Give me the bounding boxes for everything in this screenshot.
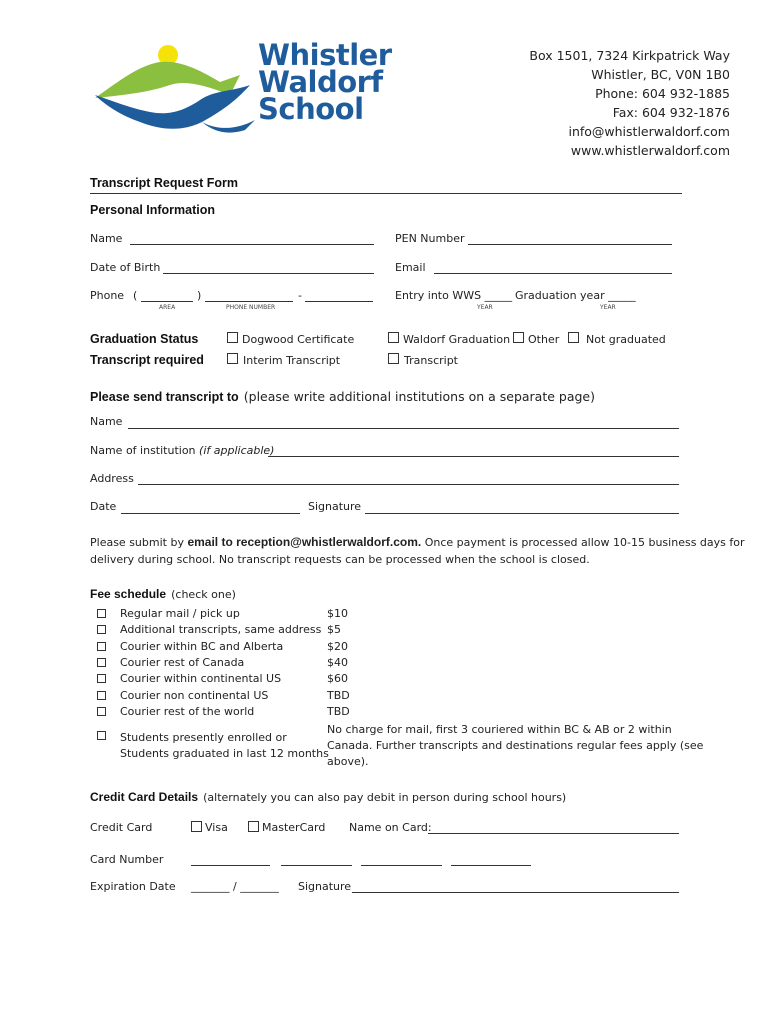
fee-checkbox[interactable] [97, 674, 106, 683]
transcript-label: Transcript [404, 354, 458, 367]
logo-line2: Waldorf [258, 65, 383, 99]
fee-price: $20 [327, 639, 348, 653]
mastercard-label: MasterCard [262, 821, 326, 834]
send-name-field[interactable] [128, 428, 679, 429]
personal-heading: Personal Information [90, 203, 216, 217]
name-field[interactable] [130, 244, 374, 245]
address-phone: Phone: 604 932-1885 [595, 86, 730, 101]
not-graduated-checkbox[interactable] [568, 332, 579, 343]
card-number-field-3[interactable] [361, 865, 442, 866]
send-signature-field[interactable] [365, 513, 679, 514]
card-number-field-4[interactable] [451, 865, 531, 866]
students-checkbox[interactable] [97, 731, 106, 740]
grad-year-label: Graduation year _____ [515, 289, 636, 302]
phone-number-field[interactable] [205, 301, 293, 302]
date-label: Date [90, 500, 117, 513]
address-web[interactable]: www.whistlerwaldorf.com [570, 143, 730, 158]
address-email[interactable]: info@whistlerwaldorf.com [568, 124, 730, 139]
name-label: Name [90, 232, 123, 245]
logo-line1: Whistler [258, 38, 392, 72]
date-field[interactable] [121, 513, 300, 514]
school-address [529, 46, 730, 160]
address-fax: Fax: 604 932-1876 [612, 105, 730, 120]
no-charge-line1: No charge for mail, first 3 couriered within BC & AB or 2 within [327, 723, 672, 736]
visa-label: Visa [205, 821, 228, 834]
fee-option-label: Courier rest of the world [120, 704, 255, 718]
logo-text [258, 38, 392, 126]
address-line1: Box 1501, 7324 Kirkpatrick Way [529, 48, 730, 63]
card-heading: Credit Card Details [90, 790, 199, 804]
fee-price: TBD [327, 688, 350, 702]
send-heading-row [90, 386, 595, 405]
send-signature-label: Signature [308, 500, 362, 513]
phone-number-caption: PHONE NUMBER [226, 304, 276, 311]
phone-dash: - [298, 289, 302, 302]
fee-option-label: Courier within BC and Alberta [120, 639, 284, 653]
fee-option-label: Courier within continental US [120, 672, 282, 686]
students-line1: Students presently enrolled or [120, 731, 287, 744]
dogwood-label: Dogwood Certificate [242, 333, 355, 346]
no-charge-line3: above). [327, 755, 369, 768]
expiration-field[interactable]: _______ / _______ [191, 880, 279, 893]
waldorf-label: Waldorf Graduation [403, 333, 511, 346]
institution-label: Name of institution [90, 444, 196, 457]
card-number-field-2[interactable] [281, 865, 352, 866]
card-signature-field[interactable] [352, 892, 679, 893]
send-heading: Please send transcript to [90, 390, 239, 404]
logo-line3: School [258, 92, 364, 126]
address-field[interactable] [138, 484, 679, 485]
send-name-label: Name [90, 415, 123, 428]
no-charge-note [327, 722, 703, 770]
submit-email[interactable]: email to reception@whistlerwaldorf.com. [187, 535, 422, 549]
area-caption: AREA [159, 304, 176, 311]
grad-year-caption: YEAR [600, 304, 616, 311]
name-on-card-label: Name on Card: [349, 821, 432, 834]
submit-p1: Please submit by [90, 536, 184, 549]
submit-paragraph [90, 534, 745, 568]
institution-field[interactable] [268, 456, 679, 457]
fees-heading-row [90, 583, 236, 602]
fee-checkbox[interactable] [97, 691, 106, 700]
other-label: Other [528, 333, 560, 346]
visa-checkbox[interactable] [191, 821, 202, 832]
interim-label: Interim Transcript [243, 354, 341, 367]
fee-checkbox[interactable] [97, 658, 106, 667]
name-on-card-field[interactable] [428, 833, 679, 834]
credit-card-label: Credit Card [90, 821, 153, 834]
address-label: Address [90, 472, 134, 485]
card-heading-row [90, 786, 566, 805]
email-field[interactable] [434, 273, 672, 274]
institution-label-row [90, 444, 274, 457]
fee-option-label: Regular mail / pick up [120, 607, 240, 620]
entry-label: Entry into WWS _____ [395, 289, 513, 302]
send-note: (please write additional institutions on a separate page) [243, 389, 595, 404]
submit-p3: delivery during school. No transcript requests can be processed when the school is closed. [90, 553, 590, 566]
dob-label: Date of Birth [90, 261, 161, 274]
phone-number-field-2[interactable] [305, 301, 373, 302]
dob-field[interactable] [163, 273, 374, 274]
phone-paren-open: ( [133, 289, 138, 302]
dogwood-checkbox[interactable] [227, 332, 238, 343]
not-graduated-label: Not graduated [586, 333, 666, 346]
pen-field[interactable] [468, 244, 672, 245]
fee-checkbox[interactable] [97, 625, 106, 634]
waldorf-checkbox[interactable] [388, 332, 399, 343]
students-labels [120, 730, 329, 762]
fee-option-label: Courier rest of Canada [120, 655, 245, 669]
pen-label: PEN Number [395, 232, 465, 245]
card-signature-label: Signature [298, 880, 352, 893]
submit-line1 [90, 534, 745, 551]
if-applicable-label: (if applicable) [199, 444, 275, 457]
transcript-checkbox[interactable] [388, 353, 399, 364]
fee-price: $5 [327, 623, 341, 637]
fee-option-label: Courier non continental US [120, 688, 269, 702]
grad-status-label: Graduation Status [90, 332, 199, 346]
title-rule [90, 193, 682, 194]
fee-checkbox[interactable] [97, 642, 106, 651]
fees-heading: Fee schedule [90, 587, 167, 601]
fee-price: TBD [327, 704, 350, 718]
entry-year-caption: YEAR [477, 304, 493, 311]
fee-price: $60 [327, 672, 348, 686]
students-line2: Students graduated in last 12 months [120, 747, 329, 760]
fee-checkbox[interactable] [97, 707, 106, 716]
fee-option-label: Additional transcripts, same address [120, 623, 322, 637]
form-title: Transcript Request Form [90, 176, 238, 190]
school-logo [90, 40, 420, 140]
no-charge-line2: Canada. Further transcripts and destinations regular fees apply (see [327, 739, 704, 752]
address-line2: Whistler, BC, V0N 1B0 [591, 67, 730, 82]
fee-checkbox[interactable] [97, 609, 106, 618]
card-note: (alternately you can also pay debit in person during school hours) [203, 791, 567, 804]
phone-area-field[interactable] [141, 301, 193, 302]
mastercard-checkbox[interactable] [248, 821, 259, 832]
other-checkbox[interactable] [513, 332, 524, 343]
phone-paren-close: ) [197, 289, 202, 302]
email-label: Email [395, 261, 426, 274]
fee-price: $40 [327, 655, 348, 669]
phone-label: Phone [90, 289, 125, 302]
card-number-label: Card Number [90, 853, 164, 866]
fees-check: (check one) [171, 588, 236, 601]
interim-checkbox[interactable] [227, 353, 238, 364]
card-number-field-1[interactable] [191, 865, 270, 866]
submit-p2: Once payment is processed allow 10-15 business days for [424, 536, 745, 549]
expiration-label: Expiration Date [90, 880, 176, 893]
transcript-required-label: Transcript required [90, 353, 204, 367]
fee-price: $10 [327, 607, 348, 620]
